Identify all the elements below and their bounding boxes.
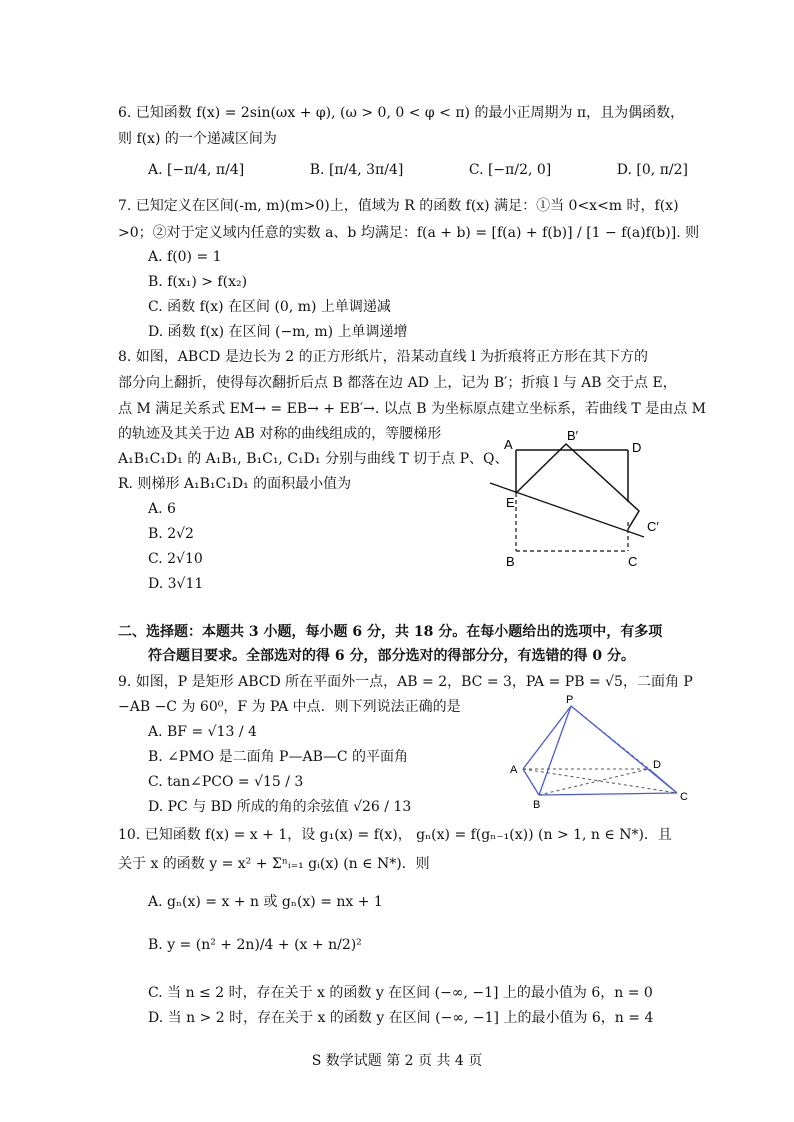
q7-option-c: C. 函数 f(x) 在区间 (0, m) 上单调递减 xyxy=(148,299,391,315)
q7-option-a: A. f(0) = 1 xyxy=(148,249,222,265)
q6-option-d: D. [0, π/2] xyxy=(616,162,688,178)
section2-header-line1: 二、选择题：本题共 3 小题，每小题 6 分，共 18 分。在每小题给出的选项中，有多项 xyxy=(118,624,663,640)
q8-stem-line5: A₁B₁C₁D₁ 的 A₁B₁, B₁C₁, C₁D₁ 分别与曲线 T 切于点 P、Q、 xyxy=(118,451,509,467)
q6-option-a: A. [−π/4, π/4] xyxy=(148,162,245,178)
q9-label-d: D xyxy=(653,759,661,771)
q8-label-d: D xyxy=(632,440,642,455)
q10-option-b: B. y = (n² + 2n)/4 + (x + n/2)² xyxy=(148,937,362,953)
q7-option-b: B. f(x₁) > f(x₂) xyxy=(148,274,248,290)
q6-option-c: C. [−π/2, 0] xyxy=(468,162,552,178)
q9-label-p: P xyxy=(566,694,574,706)
q8-label-e: E xyxy=(506,495,515,510)
q7-option-d: D. 函数 f(x) 在区间 (−m, m) 上单调递增 xyxy=(148,324,408,340)
q8-stem-line4: 的轨迹及其关于边 AB 对称的曲线组成的，等腰梯形 xyxy=(118,426,442,442)
q9-edge-pb xyxy=(539,706,571,795)
q8-label-c-prime: C′ xyxy=(647,519,659,534)
q9-option-b: B. ∠PMO 是二面角 P—AB—C 的平面角 xyxy=(148,749,409,765)
q10-stem-line1: 10. 已知函数 f(x) = x + 1，设 g₁(x) = f(x)， gₙ(x) = f(gₙ₋₁(x)) (n > 1, n ∈ N*)．且 xyxy=(118,827,672,843)
q8-option-c: C. 2√10 xyxy=(148,551,203,567)
q9-stem-line1: 9. 如图，P 是矩形 ABCD 所在平面外一点，AB = 2，BC = 3，PA = PB = √5，二面角 P xyxy=(118,674,693,690)
q9-label-a: A xyxy=(510,764,518,776)
q9-edge-ab xyxy=(523,769,539,795)
q8-stem-line6: R. 则梯形 A₁B₁C₁D₁ 的面积最小值为 xyxy=(118,476,352,492)
q6-option-b: B. [π/4, 3π/4] xyxy=(309,162,404,178)
q6-stem-line2: 则 f(x) 的一个递减区间为 xyxy=(118,131,277,147)
q9-label-c: C xyxy=(680,791,688,803)
q8-label-c: C xyxy=(628,554,638,569)
q8-stem-line3: 点 M 满足关系式 EM→ = EB→ + EB′→. 以点 B 为坐标原点建立坐标系，若曲线 T 是由点 M xyxy=(118,401,706,417)
q8-label-b-prime: B′ xyxy=(567,428,579,443)
q9-label-b: B xyxy=(533,799,541,810)
q8-label-a: A xyxy=(504,437,513,452)
q8-fold-line xyxy=(490,483,644,537)
q9-edge-pa xyxy=(523,706,571,769)
q9-edge-cd xyxy=(649,769,677,793)
q8-folded-part xyxy=(516,444,639,529)
q9-edge-bc xyxy=(539,793,677,795)
q8-option-d: D. 3√11 xyxy=(148,576,204,592)
q8-option-b: B. 2√2 xyxy=(148,526,194,542)
q9-figure xyxy=(505,692,695,810)
q8-stem-line2: 部分向上翻折，使得每次翻折后点 B 都落在边 AD 上，记为 B′；折痕 l 与 AB 交于点 E， xyxy=(118,375,677,391)
q10-option-d: D. 当 n > 2 时，存在关于 x 的函数 y 在区间 (−∞, −1] 上的最小值为 6，n = 4 xyxy=(148,1010,654,1026)
q10-stem-line2: 关于 x 的函数 y = x² + Σⁿᵢ₌₁ gᵢ(x) (n ∈ N*)．则 xyxy=(118,856,430,872)
q7-stem-line2: >0；②对于定义域内任意的实数 a、b 均满足：f(a + b) = [f(a) + f(b)] / [1 − f(a)f(b)]. 则 xyxy=(118,225,700,241)
q10-option-a: A. gₙ(x) = x + n 或 gₙ(x) = nx + 1 xyxy=(148,894,383,910)
q6-stem-line1: 6. 已知函数 f(x) = 2sin(ωx + φ), (ω > 0, 0 < φ < π) 的最小正周期为 π，且为偶函数， xyxy=(118,105,685,121)
page-footer: S 数学试题 第 2 页 共 4 页 xyxy=(311,1053,483,1069)
q6-options xyxy=(148,160,688,180)
section2-header-line2: 符合题目要求。全部选对的得 6 分，部分选对的得部分分，有选错的得 0 分。 xyxy=(148,648,635,664)
q8-label-b: B xyxy=(506,554,515,569)
q10-option-c: C. 当 n ≤ 2 时，存在关于 x 的函数 y 在区间 (−∞, −1] 上的最小值为 6，n = 0 xyxy=(148,985,653,1001)
q8-option-a: A. 6 xyxy=(148,501,176,517)
q7-stem-line1: 7. 已知定义在区间(-m, m)(m>0)上，值域为 R 的函数 f(x) 满足：①当 0<x<m 时，f(x) xyxy=(118,198,679,214)
q8-stem-line1: 8. 如图，ABCD 是边长为 2 的正方形纸片，沿某动直线 l 为折痕将正方形在其下方的 xyxy=(118,349,649,365)
q9-stem-line2: −AB −C 为 60⁰，F 为 PA 中点．则下列说法正确的是 xyxy=(118,699,461,715)
q8-figure xyxy=(482,425,662,575)
q9-option-d: D. PC 与 BD 所成的角的余弦值 √26 / 13 xyxy=(148,799,412,815)
q9-option-a: A. BF = √13 / 4 xyxy=(148,724,257,740)
q9-option-c: C. tan∠PCO = √15 / 3 xyxy=(148,774,304,790)
q9-edge-bd-dashed xyxy=(539,769,649,795)
